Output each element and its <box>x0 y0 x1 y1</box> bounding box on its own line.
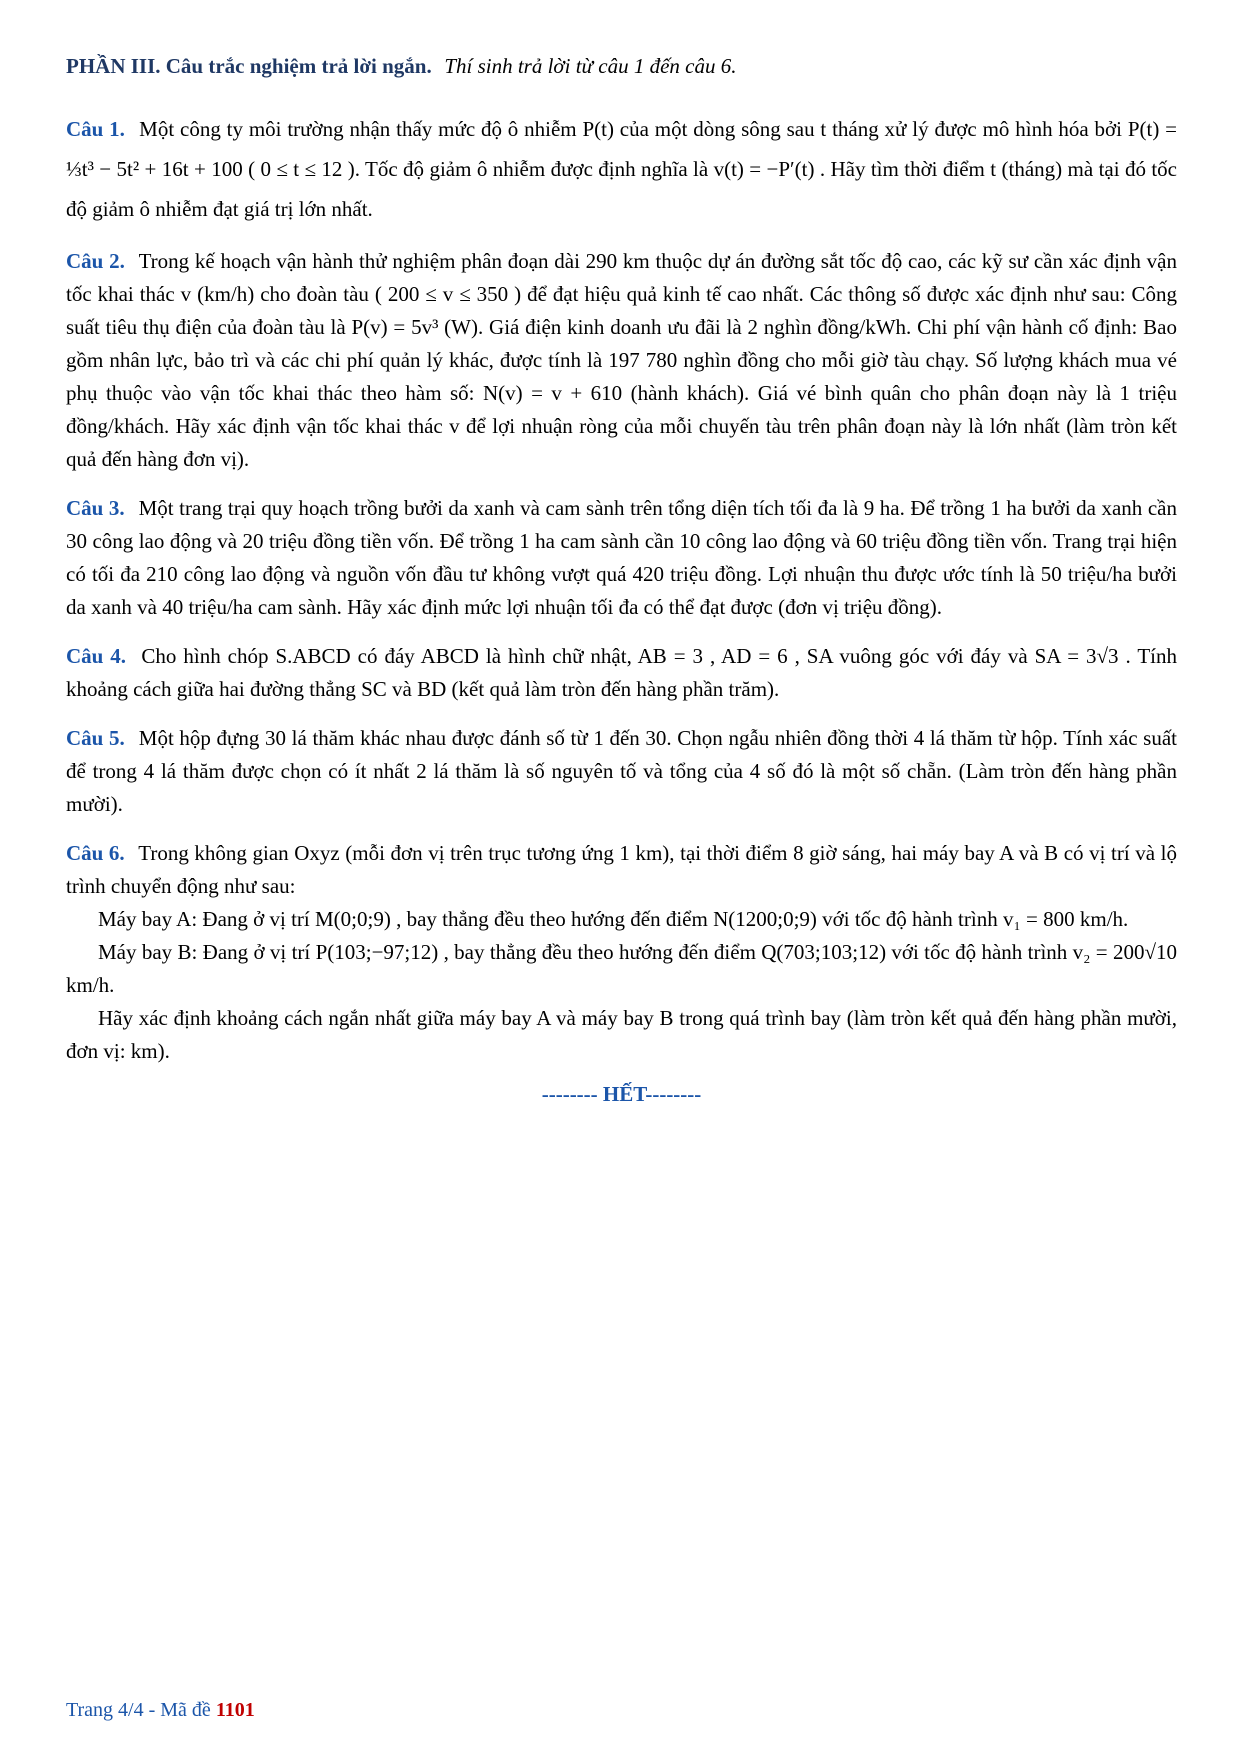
question-3-text: Một trang trại quy hoạch trồng bưởi da xanh và cam sành trên tổng diện tích tối đa là 9 ha. Để trồng 1 ha bưởi da xanh cần 30 công lao động và 20 triệu đồng tiền vốn. Để trồng 1 ha cam sành cần 10 công lao động và 60 triệu đồng tiền vốn. Trang trại hiện có tối đa 210 công lao động và nguồn vốn đầu tư không vượt quá 420 triệu đồng. Lợi nhuận thu được ước tính là 50 triệu/ha bưởi da xanh và 40 triệu/ha cam sành. Hãy xác định mức lợi nhuận tối đa có thể đạt được (đơn vị triệu đồng). <box>66 496 1177 619</box>
section-instruction: Thí sinh trả lời từ câu 1 đến câu 6. <box>444 54 737 78</box>
question-4-label: Câu 4. <box>66 644 127 668</box>
end-marker: -------- HẾT-------- <box>541 1082 702 1106</box>
question-2 <box>66 245 1177 476</box>
question-6-plane-a: Máy bay A: Đang ở vị trí M(0;0;9) , bay thẳng đều theo hướng đến điểm N(1200;0;9) với tốc độ hành trình v₁ = 800 km/h. <box>98 907 1129 931</box>
question-6-label: Câu 6. <box>66 841 125 865</box>
footer-page-label: Trang 4/4 - Mã đề <box>66 1699 216 1721</box>
question-6-text: Trong không gian Oxyz (mỗi đơn vị trên trục tương ứng 1 km), tại thời điểm 8 giờ sáng, hai máy bay A và B có vị trí và lộ trình chuyển động như sau: <box>66 841 1177 898</box>
question-1-text: Một công ty môi trường nhận thấy mức độ ô nhiễm P(t) của một dòng sông sau t tháng xử lý được mô hình hóa bởi P(t) = ⅓t³ − 5t² + 16t + 100 ( 0 ≤ t ≤ 12 ). Tốc độ giảm ô nhiễm được định nghĩa là v(t) = −P′(t) . Hãy tìm thời điểm t (tháng) mà tại đó tốc độ giảm ô nhiễm đạt giá trị lớn nhất. <box>66 117 1178 221</box>
question-5-text: Một hộp đựng 30 lá thăm khác nhau được đánh số từ 1 đến 30. Chọn ngẫu nhiên đồng thời 4 lá thăm từ hộp. Tính xác suất để trong 4 lá thăm được chọn có ít nhất 2 lá thăm là số nguyên tố và tổng của 4 số đó là một số chẵn. (Làm tròn đến hàng phần mười). <box>66 726 1177 816</box>
question-1 <box>66 109 1177 229</box>
question-6-task: Hãy xác định khoảng cách ngắn nhất giữa máy bay A và máy bay B trong quá trình bay (làm tròn kết quả đến hàng phần mười, đơn vị: km). <box>66 1006 1177 1063</box>
question-3-label: Câu 3. <box>66 496 125 520</box>
question-1-label: Câu 1. <box>66 117 125 141</box>
page-footer <box>66 1697 255 1723</box>
section-header <box>66 50 1177 83</box>
question-6 <box>66 837 1177 903</box>
question-4-text: Cho hình chóp S.ABCD có đáy ABCD là hình chữ nhật, AB = 3 , AD = 6 , SA vuông góc với đáy và SA = 3√3 . Tính khoảng cách giữa hai đường thẳng SC và BD (kết quả làm tròn đến hàng phần trăm). <box>66 644 1178 701</box>
question-3 <box>66 492 1177 624</box>
question-6-plane-b: Máy bay B: Đang ở vị trí P(103;−97;12) , bay thẳng đều theo hướng đến điểm Q(703;103;12) với tốc độ hành trình v₂ = 200√10 km/h. <box>66 940 1177 997</box>
question-4 <box>66 640 1177 706</box>
footer-exam-code: 1101 <box>215 1699 255 1721</box>
question-5 <box>66 722 1177 821</box>
question-5-label: Câu 5. <box>66 726 125 750</box>
question-2-text: Trong kế hoạch vận hành thử nghiệm phân đoạn dài 290 km thuộc dự án đường sắt tốc độ cao, các kỹ sư cần xác định vận tốc khai thác v (km/h) cho đoàn tàu ( 200 ≤ v ≤ 350 ) để đạt hiệu quả kinh tế cao nhất. Các thông số được xác định như sau: Công suất tiêu thụ điện của đoàn tàu là P(v) = 5v³ (W). Giá điện kinh doanh ưu đãi là 2 nghìn đồng/kWh. Chi phí vận hành cố định: Bao gồm nhân lực, bảo trì và các chi phí quản lý khác, được tính là 197 780 nghìn đồng cho mỗi giờ tàu chạy. Số lượng khách mua vé phụ thuộc vào vận tốc khai thác theo hàm số: N(v) = v + 610 (hành khách). Giá vé bình quân cho phân đoạn này là 1 triệu đồng/khách. Hãy xác định vận tốc khai thác v để lợi nhuận ròng của mỗi chuyến tàu trên phân đoạn này là lớn nhất (làm tròn kết quả đến hàng đơn vị). <box>66 249 1177 471</box>
section-title: PHẦN III. Câu trắc nghiệm trả lời ngắn. <box>66 54 432 78</box>
question-2-label: Câu 2. <box>66 249 125 273</box>
